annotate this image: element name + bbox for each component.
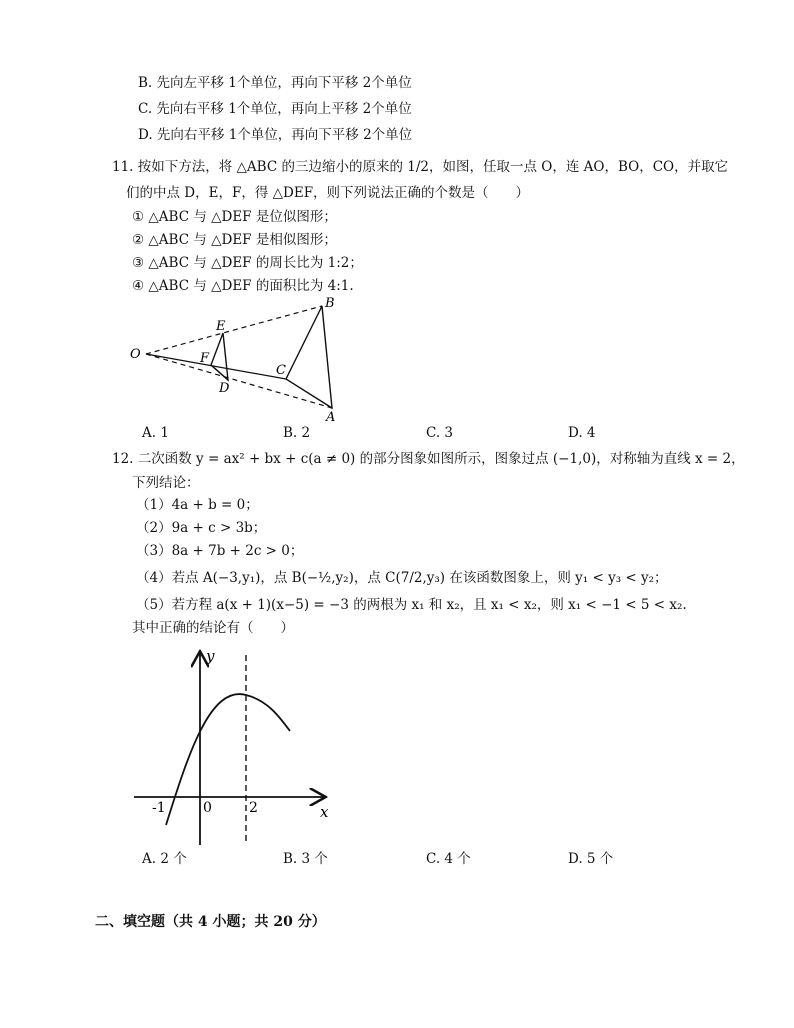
segment-OC <box>146 354 286 379</box>
q10-option-d: D. 先向右平移 1个单位，再向下平移 2个单位 <box>138 127 413 143</box>
q12-parabola-graph <box>130 645 340 850</box>
section-2-title: 二、填空题（共 4 小题；共 20 分） <box>95 914 326 930</box>
q11-option-a: A. 1 <box>142 425 169 441</box>
label-D: D <box>219 381 230 396</box>
q12-option-b: B. 3 个 <box>283 851 328 867</box>
q11-stem-line2: 们的中点 D，E，F，得 △DEF，则下列说法正确的个数是（ ） <box>126 185 530 201</box>
q12-statement-5: （5）若方程 a(x + 1)(x−5) = −3 的两根为 x₁ 和 x₂，且 x₁ < x₂，则 x₁ < −1 < 5 < x₂. <box>136 597 687 613</box>
label-two: 2 <box>249 800 258 816</box>
label-y: y <box>206 647 215 665</box>
q11-statement-4: ④ △ABC 与 △DEF 的面积比为 4:1. <box>132 278 354 294</box>
q12-statement-4: （4）若点 A(−3,y₁)，点 B(−½,y₂)，点 C(7/2,y₃) 在该函数图象上，则 y₁ < y₃ < y₂； <box>136 570 668 586</box>
triangle-ABC <box>286 306 332 408</box>
q11-statement-3: ③ △ABC 与 △DEF 的周长比为 1:2； <box>132 255 363 271</box>
parabola-curve <box>166 694 290 825</box>
q11-option-d: D. 4 <box>568 425 596 441</box>
q11-figure <box>120 295 360 425</box>
q11-statement-2: ② △ABC 与 △DEF 是相似图形； <box>132 232 337 248</box>
label-O: O <box>130 347 141 362</box>
label-F: F <box>200 351 210 366</box>
q12-option-a: A. 2 个 <box>142 851 187 867</box>
q12-stem-line2: 下列结论： <box>132 475 200 491</box>
q11-option-c: C. 3 <box>426 425 454 441</box>
segment-OA <box>146 354 332 408</box>
q11-option-b: B. 2 <box>283 425 311 441</box>
q11-stem-line1: 11. 按如下方法，将 △ABC 的三边缩小的原来的 1/2，如图，任取一点 O，连 AO，BO，CO，并取它 <box>112 159 729 175</box>
label-zero: 0 <box>203 800 212 816</box>
q12-option-d: D. 5 个 <box>568 851 614 867</box>
segment-OB <box>146 306 322 354</box>
q10-option-c: C. 先向右平移 1个单位，再向上平移 2个单位 <box>138 101 412 117</box>
q11-statement-1: ① △ABC 与 △DEF 是位似图形； <box>132 209 337 225</box>
label-A: A <box>326 410 336 425</box>
label-neg1: -1 <box>152 800 166 816</box>
label-B: B <box>325 296 335 311</box>
q12-stem-line1: 12. 二次函数 y = ax² + bx + c(a ≠ 0) 的部分图象如图所示，图象过点 (−1,0)，对称轴为直线 x = 2， <box>112 451 745 467</box>
q12-statement-2: （2）9a + c > 3b； <box>136 520 267 536</box>
q12-statement-3: （3）8a + 7b + 2c > 0； <box>136 543 304 559</box>
q12-question-end: 其中正确的结论有（ ） <box>132 620 294 636</box>
q12-statement-1: （1）4a + b = 0； <box>136 497 259 513</box>
label-E: E <box>216 319 226 334</box>
q10-option-b: B. 先向左平移 1个单位，再向下平移 2个单位 <box>138 75 412 91</box>
q12-option-c: C. 4 个 <box>426 851 471 867</box>
label-C: C <box>276 363 286 378</box>
label-x: x <box>320 803 329 821</box>
